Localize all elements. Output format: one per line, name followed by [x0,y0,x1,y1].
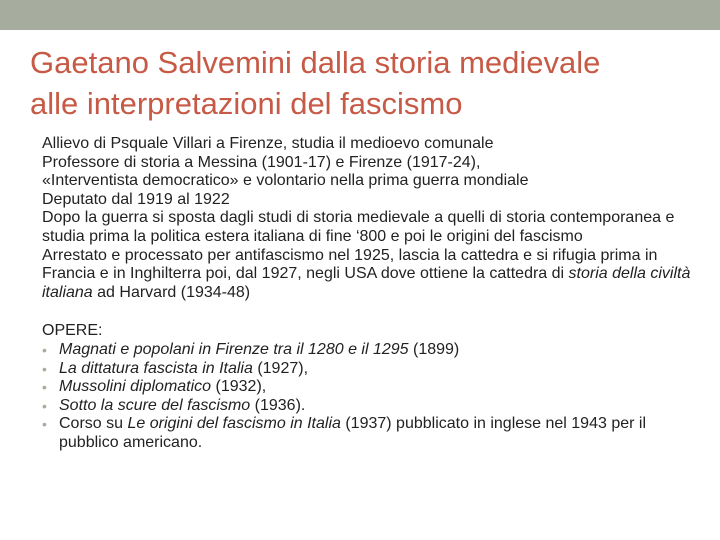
bullet-icon: • [42,416,47,433]
opere-item [42,378,702,397]
arrest-paragraph [42,247,702,303]
opere-item-title: Le origini del fascismo in Italia [127,415,341,433]
bullet-icon: • [42,360,47,377]
slide-title [30,42,710,124]
slide-body [42,135,702,453]
arrest-text: Arrestato e processato per antifascismo nel 1925, lascia la cattedra e si rifugia prima in Francia e in Inghilterra poi, dal 1927, negli USA dove ottiene la cattedra di [42,246,658,283]
bullet-icon: • [42,341,47,358]
opere-item-title: Magnati e popolani in Firenze tra il 1280 e il 1295 [59,340,413,358]
slide-title-line-2: alle interpretazioni del fascismo [30,86,463,121]
opere-item-detail: (1899) [413,340,460,358]
slide-title-line-1: Gaetano Salvemini dalla storia medievale [30,45,601,80]
bio-line-4: Deputato dal 1919 al 1922 [42,190,230,208]
bullet-icon: • [42,379,47,396]
bio-line-1: Allievo di Psquale Villari a Firenze, studia il medioevo comunale [42,135,494,152]
opere-item-title: Sotto la scure del fascismo [59,396,255,414]
opere-item [42,360,702,379]
bullet-icon: • [42,397,47,414]
opere-item-title: Mussolini diplomatico [59,378,216,396]
arrest-italic: storia della civiltà italiana [42,265,691,301]
bio-line-3: «Interventista democratico» e volontario nella prima guerra mondiale [42,172,529,190]
opere-list [42,341,702,453]
opere-item-detail: (1937) pubblicato in inglese nel 1943 per il pubblico americano. [59,415,646,451]
opere-item-detail: (1936). [254,396,306,414]
top-bar [0,0,720,30]
opere-item-detail: (1932), [215,378,267,396]
opere-item-detail: (1927), [257,359,309,377]
opere-item [42,415,702,452]
bio-paragraph-5: Dopo la guerra si sposta dagli studi di storia medievale a quelli di storia contemporanea e studia prima la politica estera italiana di fine ‘800 e poi le origini del fascismo [42,209,675,245]
opere-item-prefix: Corso su [59,415,128,433]
opere-item [42,341,702,360]
arrest-tail: ad Harvard (1934-48) [92,283,251,301]
bio-line-2: Professore di storia a Messina (1901-17) e Firenze (1917-24), [42,153,481,171]
opere-heading: OPERE: [42,322,103,340]
opere-item [42,397,702,416]
opere-item-title: La dittatura fascista in Italia [59,359,258,377]
